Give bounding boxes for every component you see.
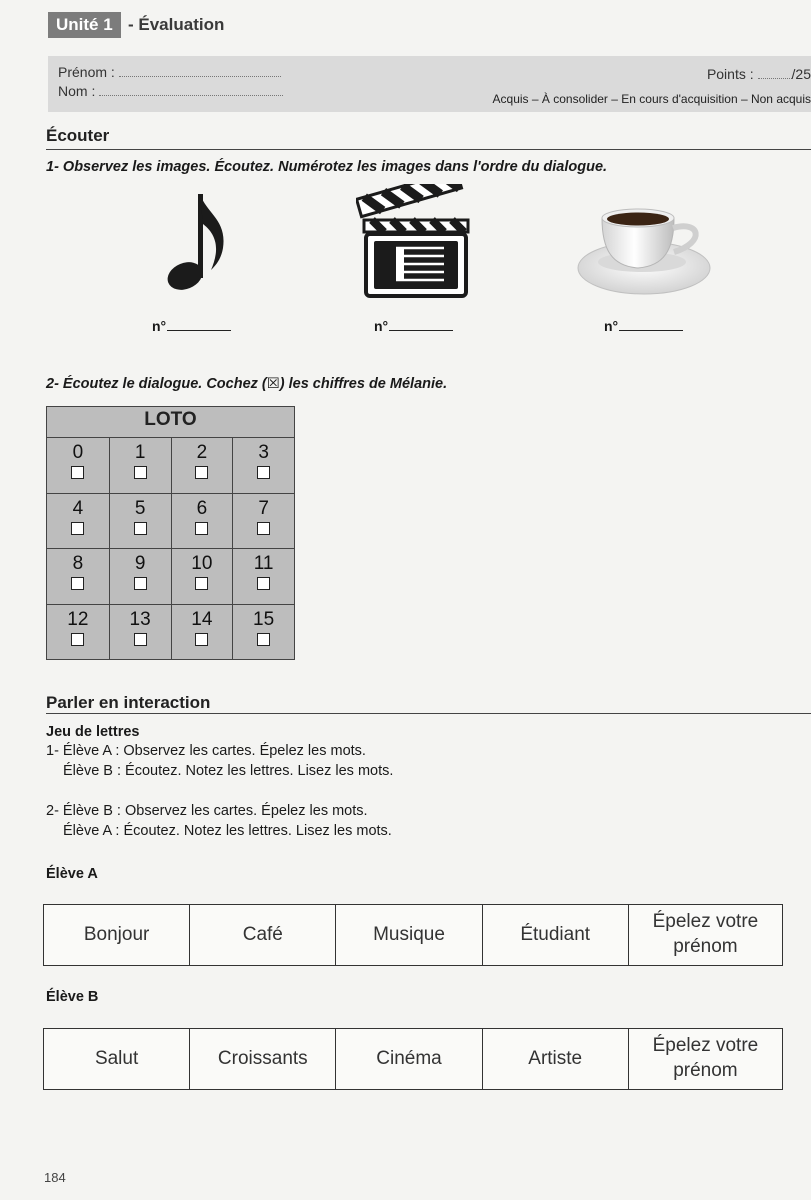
loto-checkbox[interactable] bbox=[134, 522, 147, 535]
loto-cell bbox=[109, 493, 171, 549]
section-title-parler: Parler en interaction bbox=[46, 693, 211, 712]
eleve-a-label: Élève A bbox=[46, 866, 98, 882]
loto-number: 11 bbox=[253, 553, 274, 574]
number-label: n° bbox=[604, 318, 619, 334]
loto-checkbox[interactable] bbox=[257, 522, 270, 535]
word-card: Cinéma bbox=[335, 1029, 481, 1089]
loto-checkbox[interactable] bbox=[257, 633, 270, 646]
loto-cell bbox=[232, 437, 294, 493]
loto-number: 12 bbox=[67, 608, 89, 630]
section-divider bbox=[46, 149, 811, 150]
clapperboard-icon bbox=[356, 184, 472, 300]
loto-checkbox[interactable] bbox=[71, 633, 84, 646]
loto-checkbox[interactable] bbox=[195, 466, 208, 479]
word-card: Épelez votre prénom bbox=[628, 905, 782, 965]
loto-grid bbox=[47, 437, 294, 659]
word-card: Étudiant bbox=[482, 905, 628, 965]
loto-number: 5 bbox=[134, 497, 146, 519]
loto-cell bbox=[171, 604, 233, 660]
assessment-legend: Acquis – À consolider – En cours d'acquisition – Non acquis bbox=[492, 92, 811, 106]
loto-checkbox[interactable] bbox=[71, 466, 84, 479]
question-1: 1- Observez les images. Écoutez. Numérotez les images dans l'ordre du dialogue. bbox=[46, 159, 608, 175]
instruction-line: 2- Élève B : Observez les cartes. Épelez les mots. bbox=[46, 803, 368, 819]
loto-cell bbox=[47, 437, 109, 493]
loto-cell bbox=[109, 604, 171, 660]
eleve-b-label: Élève B bbox=[46, 989, 99, 1005]
loto-cell bbox=[109, 548, 171, 604]
loto-checkbox[interactable] bbox=[257, 466, 270, 479]
number-label: n° bbox=[152, 318, 167, 334]
points-label: Points : bbox=[706, 66, 754, 82]
nom-label: Nom : bbox=[58, 83, 96, 99]
loto-checkbox[interactable] bbox=[257, 577, 270, 590]
word-card: Salut bbox=[94, 1047, 139, 1069]
word-card: Musique bbox=[335, 905, 481, 965]
loto-checkbox[interactable] bbox=[71, 522, 84, 535]
loto-cell bbox=[47, 493, 109, 549]
loto-cell bbox=[47, 548, 109, 604]
instruction-line: Élève B : Écoutez. Notez les lettres. Lisez les mots. bbox=[63, 763, 394, 779]
music-note-icon bbox=[165, 190, 229, 294]
loto-cell bbox=[109, 437, 171, 493]
prenom-field[interactable] bbox=[58, 64, 281, 80]
loto-title: LOTO bbox=[144, 409, 197, 430]
loto-number: 13 bbox=[129, 608, 151, 630]
loto-number: 1 bbox=[134, 442, 146, 463]
loto-checkbox[interactable] bbox=[134, 577, 147, 590]
unit-badge: Unité 1 bbox=[48, 12, 121, 38]
section-divider bbox=[46, 713, 811, 714]
coffee-cup-icon bbox=[576, 198, 716, 302]
loto-number: 10 bbox=[191, 553, 213, 574]
loto-checkbox[interactable] bbox=[71, 577, 84, 590]
instruction-line: Élève A : Écoutez. Notez les lettres. Lisez les mots. bbox=[63, 823, 392, 839]
loto-cell bbox=[171, 437, 233, 493]
eleve-b-word-cards bbox=[43, 1028, 783, 1090]
eleve-a-word-cards bbox=[43, 904, 783, 966]
loto-grid-table bbox=[46, 406, 295, 660]
word-card: Bonjour bbox=[83, 923, 150, 945]
word-card: Café bbox=[189, 905, 335, 965]
points-total: /25 bbox=[791, 66, 811, 82]
word-card: Épelez votre prénom bbox=[628, 1029, 782, 1089]
image-number-field-3[interactable] bbox=[604, 316, 683, 336]
loto-checkbox[interactable] bbox=[134, 633, 147, 646]
loto-checkbox[interactable] bbox=[134, 466, 147, 479]
loto-cell bbox=[232, 493, 294, 549]
page-number: 184 bbox=[44, 1170, 66, 1185]
page-title: - Évaluation bbox=[128, 15, 225, 34]
question-2: 2- Écoutez le dialogue. Cochez (☒) les chiffres de Mélanie. bbox=[46, 376, 448, 392]
student-info-box bbox=[48, 56, 811, 112]
loto-cell bbox=[171, 548, 233, 604]
word-card: Croissants bbox=[189, 1029, 335, 1089]
loto-cell bbox=[232, 604, 294, 660]
loto-number: 15 bbox=[253, 608, 275, 630]
loto-number: 2 bbox=[196, 442, 208, 463]
loto-number: 4 bbox=[72, 497, 84, 519]
loto-number: 0 bbox=[72, 442, 84, 463]
points-field[interactable] bbox=[707, 66, 811, 82]
activity-subtitle: Jeu de lettres bbox=[46, 724, 140, 740]
image-number-field-2[interactable] bbox=[374, 316, 453, 336]
loto-number: 14 bbox=[191, 608, 213, 630]
nom-field[interactable] bbox=[58, 83, 283, 99]
prenom-label: Prénom : bbox=[58, 64, 115, 80]
loto-number: 3 bbox=[258, 442, 269, 463]
number-label: n° bbox=[374, 318, 389, 334]
loto-number: 6 bbox=[196, 497, 208, 519]
loto-cell bbox=[47, 604, 109, 660]
loto-number: 8 bbox=[72, 553, 84, 574]
instruction-line: 1- Élève A : Observez les cartes. Épelez les mots. bbox=[46, 743, 366, 759]
loto-checkbox[interactable] bbox=[195, 577, 208, 590]
section-title-ecouter: Écouter bbox=[46, 126, 110, 145]
checked-box-icon: ☒ bbox=[266, 376, 280, 392]
loto-checkbox[interactable] bbox=[195, 633, 208, 646]
loto-cell bbox=[171, 493, 233, 549]
loto-number: 7 bbox=[258, 497, 269, 519]
image-number-field-1[interactable] bbox=[152, 316, 231, 336]
loto-checkbox[interactable] bbox=[195, 522, 208, 535]
word-card: Artiste bbox=[482, 1029, 628, 1089]
loto-number: 9 bbox=[134, 553, 146, 574]
loto-cell bbox=[232, 548, 294, 604]
